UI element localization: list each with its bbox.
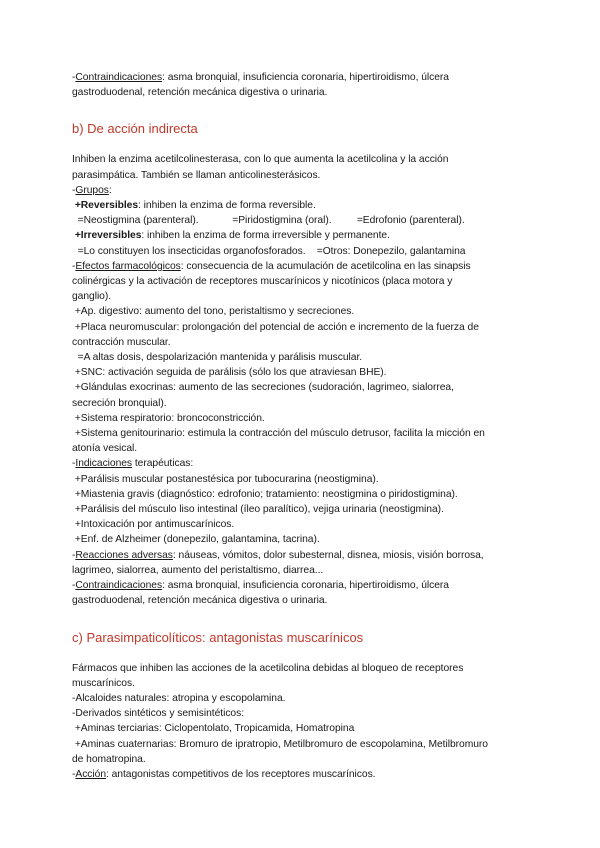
indicacion-intoxicacion-text: +Intoxicación por antimuscarínicos. <box>74 519 235 531</box>
reversibles-text: : inhiben la enzima de forma reversible. <box>138 200 316 212</box>
accion-label: Acción <box>75 768 106 780</box>
irreversibles-examples-text: =Lo constituyen los insecticidas organofosforados. =Otros: Donepezilo, galantamina <box>77 245 466 257</box>
efectos-text: : consecuencia de la acumulación de acetilcolina en las sinapsis <box>180 260 471 272</box>
indicacion-paralisis-text: +Parálisis muscular postanestésica por tubocurarina (neostigmina). <box>74 473 379 485</box>
reversibles-examples-text: =Neostigmina (parenteral). =Piridostigmina (oral). =Edrofonio (parenteral). <box>77 215 465 227</box>
section-b-heading: b) De acción indirecta <box>72 121 198 137</box>
efecto-snc-text: +SNC: activación seguida de parálisis (sólo los que atraviesan BHE). <box>74 367 387 379</box>
alcaloides-line: -Alcaloides naturales: atropina y escopolamina. <box>72 692 286 704</box>
aminas-cuaternarias-2: de homatropina. <box>72 753 146 765</box>
efecto-digestivo <box>72 304 532 319</box>
section-c-heading: c) Parasimpaticolíticos: antagonistas muscarínicos <box>72 629 364 645</box>
indicacion-alzheimer-text: +Enf. de Alzheimer (donepezilo, galantamina, tacrina). <box>74 534 320 546</box>
reacciones-line-2: lagrimeo, sialorrea, aumento del peristaltismo, diarrea... <box>72 564 324 576</box>
efecto-genitourinario-2: atonía vesical. <box>72 443 138 455</box>
efecto-placa-text: +Placa neuromuscular: prolongación del potencial de acción e incremento de la fuerza de <box>74 321 479 333</box>
section-b-intro-1: Inhiben la enzima acetilcolinesterasa, con lo que aumenta la acetilcolina y la acción <box>72 154 449 166</box>
grupos-label: Grupos <box>75 184 109 196</box>
contraindications-b-label: Contraindicaciones <box>75 580 163 592</box>
efecto-genitourinario <box>72 426 532 441</box>
aminas-cuaternarias-text: +Aminas cuaternarias: Bromuro de ipratropio, Metilbromuro de escopolamina, Metilbromuro <box>74 738 488 750</box>
indicacion-alzheimer <box>72 532 532 547</box>
irreversibles-label: +Irreversibles <box>74 230 142 242</box>
efecto-genitourinario-text: +Sistema genitourinario: estimula la contracción del músculo detrusor, facilita la micción en <box>74 428 485 440</box>
accion-text: : antagonistas competitivos de los receptores muscarínicos. <box>106 768 376 780</box>
indicacion-miastenia <box>72 487 532 502</box>
irreversibles-examples <box>72 244 532 259</box>
efecto-placa-3-text: =A altas dosis, despolarización mantenida y parálisis muscular. <box>77 352 363 364</box>
indicacion-musculo-liso-text: +Parálisis del músculo liso intestinal (íleo paralítico), vejiga urinaria (neostigmina). <box>74 504 444 516</box>
efectos-line-3: ganglio). <box>72 291 112 303</box>
indicaciones-line: -Indicaciones terapéuticas: <box>72 458 194 470</box>
accion-line: -Acción: antagonistas competitivos de los receptores muscarínicos. <box>72 768 376 780</box>
derivados-line: -Derivados sintéticos y semisintéticos: <box>72 708 245 720</box>
aminas-terciarias <box>72 721 532 736</box>
contraindications-label: Contraindicaciones <box>75 72 163 83</box>
efecto-glandulas <box>72 380 532 395</box>
reversibles-line <box>72 198 532 213</box>
section-b-intro-2: parasimpática. También se llaman anticolinesterásicos. <box>72 169 321 181</box>
efecto-placa-3 <box>72 350 532 365</box>
efecto-placa <box>72 320 532 335</box>
efecto-placa-2: contracción muscular. <box>72 336 171 348</box>
efecto-digestivo-text: +Ap. digestivo: aumento del tono, peristaltismo y secreciones. <box>74 306 355 318</box>
reversibles-label: +Reversibles <box>74 200 139 212</box>
irreversibles-line <box>72 228 532 243</box>
efectos-line-2: colinérgicas y la activación de receptores muscarínicos y nicotínicos (placa motora y <box>72 276 453 288</box>
efecto-glandulas-2: secreción bronquial). <box>72 397 167 409</box>
indicaciones-text: terapéuticas: <box>132 458 194 470</box>
indicacion-paralisis <box>72 472 532 487</box>
document-body <box>72 70 532 782</box>
indicacion-miastenia-text: +Miastenia gravis (diagnóstico: edrofonio; tratamiento: neostigmina o piridostigmina). <box>74 488 458 500</box>
aminas-terciarias-text: +Aminas terciarias: Ciclopentolato, Tropicamida, Homatropina <box>74 723 355 735</box>
efecto-respiratorio <box>72 411 532 426</box>
efecto-glandulas-text: +Glándulas exocrinas: aumento de las secreciones (sudoración, lagrimeo, sialorrea, <box>74 382 454 394</box>
irreversibles-text: : inhiben la enzima de forma irreversible y permanente. <box>141 230 390 242</box>
contraindications-b-line: -Contraindicaciones: asma bronquial, insuficiencia coronaria, hipertiroidismo, úlcera <box>72 580 449 592</box>
indicacion-intoxicacion <box>72 517 532 532</box>
efecto-snc <box>72 365 532 380</box>
reacciones-text: : náuseas, vómitos, dolor subesternal, disnea, miosis, visión borrosa, <box>172 549 484 561</box>
section-c-intro-2: muscarínicos. <box>72 677 135 689</box>
contraindications-text: : asma bronquial, insuficiencia coronaria, hipertiroidismo, úlcera <box>162 72 449 83</box>
reacciones-line: -Reacciones adversas: náuseas, vómitos, dolor subesternal, disnea, miosis, visión borrosa, <box>72 549 484 561</box>
indicacion-musculo-liso <box>72 502 532 517</box>
efectos-label: Efectos farmacológicos <box>75 260 181 272</box>
reversibles-examples <box>72 213 532 228</box>
indicaciones-label: Indicaciones <box>75 458 133 470</box>
efectos-line: -Efectos farmacológicos: consecuencia de la acumulación de acetilcolina en las sinapsis <box>72 260 471 272</box>
contraindications-b-line-2: gastroduodenal, retención mecánica digestiva o urinaria. <box>72 595 328 607</box>
contraindications-line: -Contraindicaciones: asma bronquial, insuficiencia coronaria, hipertiroidismo, úlcera <box>72 72 449 83</box>
efecto-respiratorio-text: +Sistema respiratorio: broncoconstricción. <box>74 412 265 424</box>
section-c-intro-1: Fármacos que inhiben las acciones de la acetilcolina debidas al bloqueo de receptores <box>72 662 464 674</box>
contraindications-line-2: gastroduodenal, retención mecánica digestiva o urinaria. <box>72 87 328 99</box>
contraindications-b-text: : asma bronquial, insuficiencia coronaria, hipertiroidismo, úlcera <box>162 580 449 592</box>
grupos-line: -Grupos: <box>72 184 112 196</box>
reacciones-label: Reacciones adversas <box>75 549 173 561</box>
aminas-cuaternarias <box>72 737 532 752</box>
